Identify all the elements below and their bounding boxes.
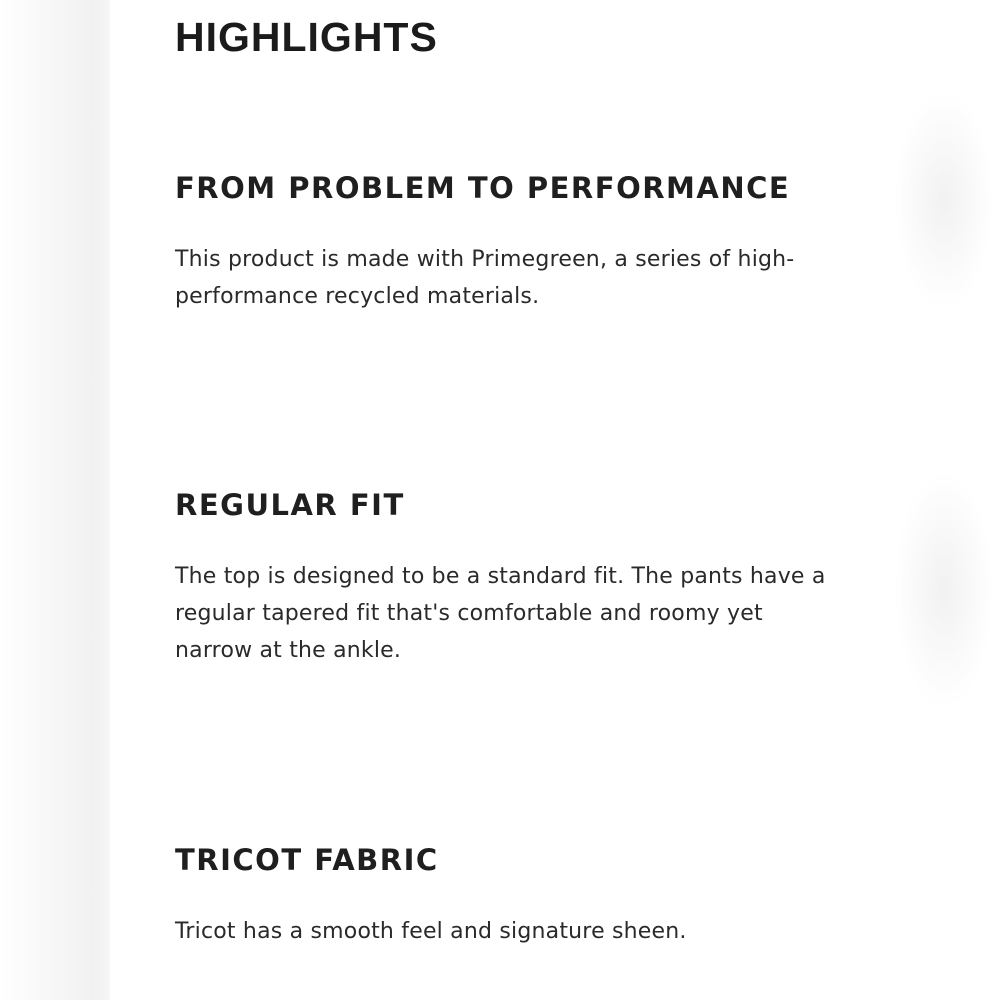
highlight-section-fit [175, 488, 855, 669]
highlight-body: This product is made with Primegreen, a series of high-performance recycled materials. [175, 247, 795, 309]
highlight-heading: REGULAR FIT [175, 488, 405, 522]
highlights-panel [110, 0, 884, 1000]
right-shadow-blur-top [894, 90, 994, 310]
highlight-heading: FROM PROBLEM TO PERFORMANCE [175, 171, 791, 205]
highlight-section-fabric [175, 843, 855, 950]
highlight-body: Tricot has a smooth feel and signature sheen. [175, 919, 687, 944]
highlight-body: The top is designed to be a standard fit. The pants have a regular tapered fit that's comfortable and roomy yet narrow at the ankle. [175, 564, 826, 663]
page-title: HIGHLIGHTS [175, 14, 438, 60]
left-side-shadow [0, 0, 110, 1000]
highlight-section-primegreen [175, 171, 855, 315]
right-shadow-blur-middle [894, 470, 994, 710]
highlight-heading: TRICOT FABRIC [175, 843, 439, 877]
right-side-area [884, 0, 1000, 1000]
